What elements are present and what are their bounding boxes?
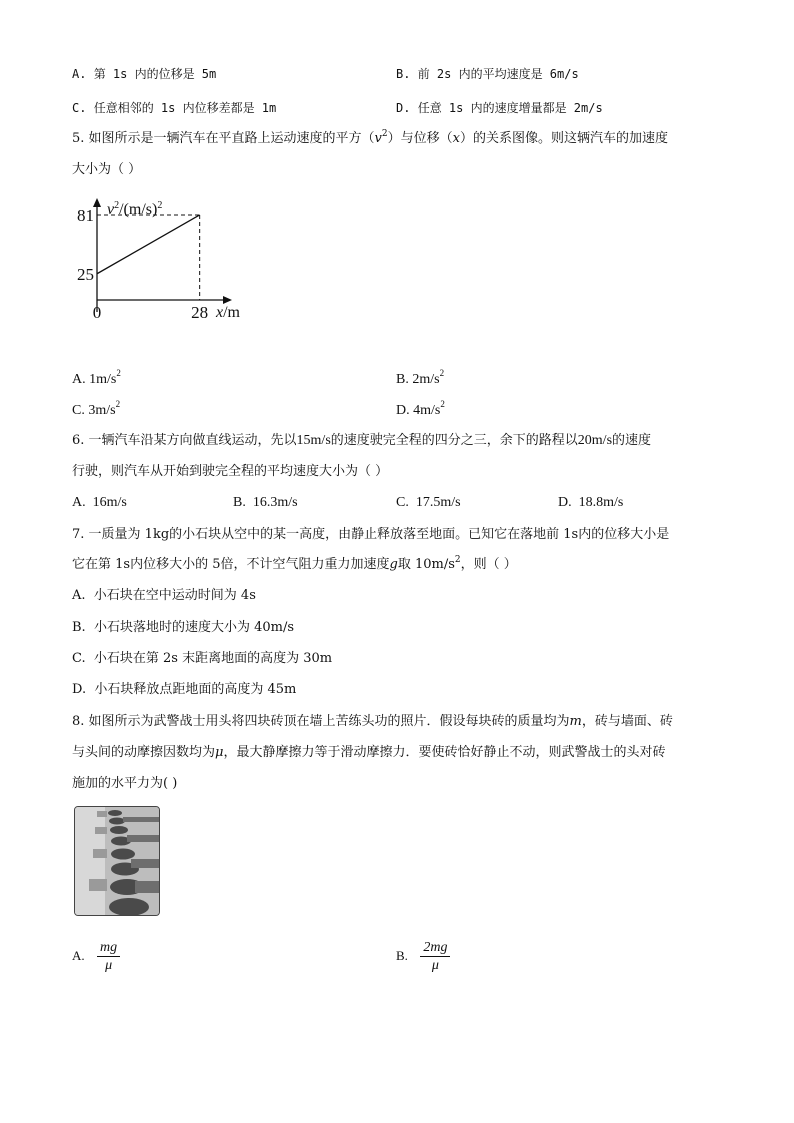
option-letter: B. <box>72 620 86 635</box>
soldier-head <box>109 818 125 825</box>
option-letter: A. <box>72 948 85 963</box>
option-text: 任意 1s 内的速度增量都是 2m/s <box>417 101 603 115</box>
q8-stem-line3: 施加的水平力为( ) <box>72 776 178 791</box>
q5-stem-text: ）与位移（ <box>387 131 453 146</box>
q6-speed-1: 15m/s <box>296 433 331 448</box>
q5-var-v: v <box>374 131 382 146</box>
q4-option-c <box>72 100 276 116</box>
option-text: 前 2s 内的平均速度是 6m/s <box>417 67 579 81</box>
q5-var-x: x <box>452 131 460 146</box>
option-text: 4m/s <box>413 403 441 418</box>
q6-option-d <box>558 495 623 511</box>
option-text: 小石块落地时的速度大小为 40m/s <box>93 620 295 635</box>
option-text: 16m/s <box>92 495 127 510</box>
q7-stem-line2 <box>72 554 517 573</box>
option-letter: C. <box>72 101 87 115</box>
q8-stem-text: 8. 如图所示为武警战士用头将四块砖顶在墙上苦练头功的照片．假设每块砖的质量均为 <box>72 714 570 729</box>
x-tick-label-28: 28 <box>191 303 209 322</box>
option-letter: A. <box>72 372 86 387</box>
option-text: 小石块在第 2s 末距离地面的高度为 30m <box>93 651 333 666</box>
q8-stem-text: ，砖与墙面、砖 <box>581 714 673 729</box>
brick <box>93 849 107 858</box>
option-text: 小石块释放点距地面的高度为 45m <box>94 682 297 697</box>
x-axis-label: x/m <box>216 304 240 321</box>
option-text: 1m/s <box>89 372 117 387</box>
q8-var-mu: μ <box>215 745 224 760</box>
option-text: 任意相邻的 1s 内位移差都是 1m <box>93 101 277 115</box>
q7-stem-text: 它在第 1s内位移大小的 5倍，不计空气阻力重力加速度 <box>72 557 390 572</box>
q7-option-d <box>72 682 296 698</box>
q7-stem-line1: 7. 一质量为 1kg的小石块从空中的某一高度，由静止释放落至地面。已知它在落地前 1s内的位移大小是 <box>72 527 670 542</box>
soldier-body <box>135 881 159 893</box>
q4-option-d <box>396 100 603 116</box>
fraction-numerator: 2mg <box>420 939 450 957</box>
option-fraction <box>97 939 120 974</box>
q8-stem-line1 <box>72 714 673 730</box>
option-letter: A. <box>72 588 86 603</box>
option-letter: C. <box>72 651 86 666</box>
q7-option-c <box>72 651 332 667</box>
option-sup: 2 <box>439 368 445 379</box>
q7-var-g: g <box>389 557 398 572</box>
q6-stem-line1 <box>72 433 651 449</box>
option-letter: B. <box>396 67 411 81</box>
brick <box>89 879 107 891</box>
soldier-body <box>127 835 159 842</box>
q8-stem-line2 <box>72 745 665 761</box>
q8-option-a <box>72 936 120 977</box>
option-letter: C. <box>396 495 409 510</box>
soldier-head <box>110 826 128 834</box>
q6-option-c <box>396 495 461 511</box>
option-letter: C. <box>72 403 85 418</box>
option-text: 18.8m/s <box>578 495 624 510</box>
option-letter: D. <box>396 403 410 418</box>
photo-wall <box>75 807 105 915</box>
y-axis-label: $v^2/(m/s)^2$ <box>107 200 163 218</box>
q6-speed-2: 20m/s <box>577 433 613 448</box>
option-letter: D. <box>558 495 572 510</box>
q6-option-a <box>72 495 127 511</box>
q6-stem-text: 的速度 <box>612 433 652 448</box>
x-axis-arrow <box>223 296 232 304</box>
soldier-body <box>123 817 159 822</box>
option-letter: B. <box>396 372 409 387</box>
soldier-brick-photo-image <box>75 807 159 915</box>
y-tick-label-81: 81 <box>77 205 94 225</box>
q5-stem-text: 5. 如图所示是一辆汽车在平直路上运动速度的平方（ <box>72 131 375 146</box>
q7-option-a <box>72 588 256 604</box>
q6-stem-text: 6. 一辆汽车沿某方向做直线运动，先以 <box>72 433 297 448</box>
q7-stem-text: 取 10m/s <box>397 557 455 572</box>
q5-sup: 2 <box>381 128 388 139</box>
fraction-denominator: μ <box>431 958 439 973</box>
q8-stem-text: ，最大静摩擦力等于滑动摩擦力．要使砖恰好静止不动，则武警战士的头对砖 <box>223 745 666 760</box>
option-letter: B. <box>396 948 408 963</box>
q4-option-a <box>72 66 216 82</box>
x-tick-label-0: 0 <box>92 303 102 322</box>
q8-stem-text: 与头间的动摩擦因数均为 <box>72 745 216 760</box>
q5-stem-text: ）的关系图像。则这辆汽车的加速度 <box>460 131 669 146</box>
fraction-numerator: mg <box>97 939 120 957</box>
brick <box>95 827 107 834</box>
q7-stem-text: ，则（ ） <box>460 557 517 572</box>
q5-option-a <box>72 368 121 388</box>
option-sup: 2 <box>116 368 121 379</box>
option-text: 16.3m/s <box>252 495 298 510</box>
q7-sup: 2 <box>454 554 461 565</box>
option-letter: A. <box>72 495 86 510</box>
q8-photo <box>74 806 160 916</box>
q5-stem-line2: 大小为（ ） <box>72 162 142 177</box>
option-sup: 2 <box>440 399 445 410</box>
option-fraction <box>420 939 450 974</box>
option-text: 小石块在空中运动时间为 4s <box>93 588 256 603</box>
q4-option-b <box>396 66 579 82</box>
q8-option-b <box>396 936 450 977</box>
option-text: 3m/s <box>88 403 116 418</box>
q6-option-b <box>233 495 298 511</box>
q5-stem-line1 <box>72 128 669 147</box>
option-letter: D. <box>396 101 411 115</box>
q6-stem-line2: 行驶，则汽车从开始到驶完全程的平均速度大小为（ ） <box>72 464 389 479</box>
q8-var-m: m <box>569 714 582 729</box>
brick <box>97 811 107 817</box>
q6-stem-text: 的速度驶完全程的四分之三，余下的路程以 <box>330 433 578 448</box>
option-letter: B. <box>233 495 246 510</box>
option-text: 17.5m/s <box>415 495 461 510</box>
soldier-body <box>131 859 159 868</box>
y-axis-arrow <box>93 198 101 207</box>
soldier-head <box>108 810 122 816</box>
q5-option-d <box>396 399 445 419</box>
q7-option-b <box>72 620 294 636</box>
soldier-head <box>111 849 135 860</box>
option-letter: A. <box>72 67 87 81</box>
fraction-denominator: μ <box>105 958 113 973</box>
option-sup: 2 <box>115 399 121 410</box>
data-line <box>97 215 200 274</box>
q5-option-b <box>396 368 445 388</box>
q5-option-c <box>72 399 121 419</box>
y-tick-label-25: 25 <box>77 264 94 284</box>
option-text: 第 1s 内的位移是 5m <box>93 67 217 81</box>
option-text: 2m/s <box>412 372 440 387</box>
option-letter: D. <box>72 682 87 697</box>
q5-graph <box>60 190 260 325</box>
